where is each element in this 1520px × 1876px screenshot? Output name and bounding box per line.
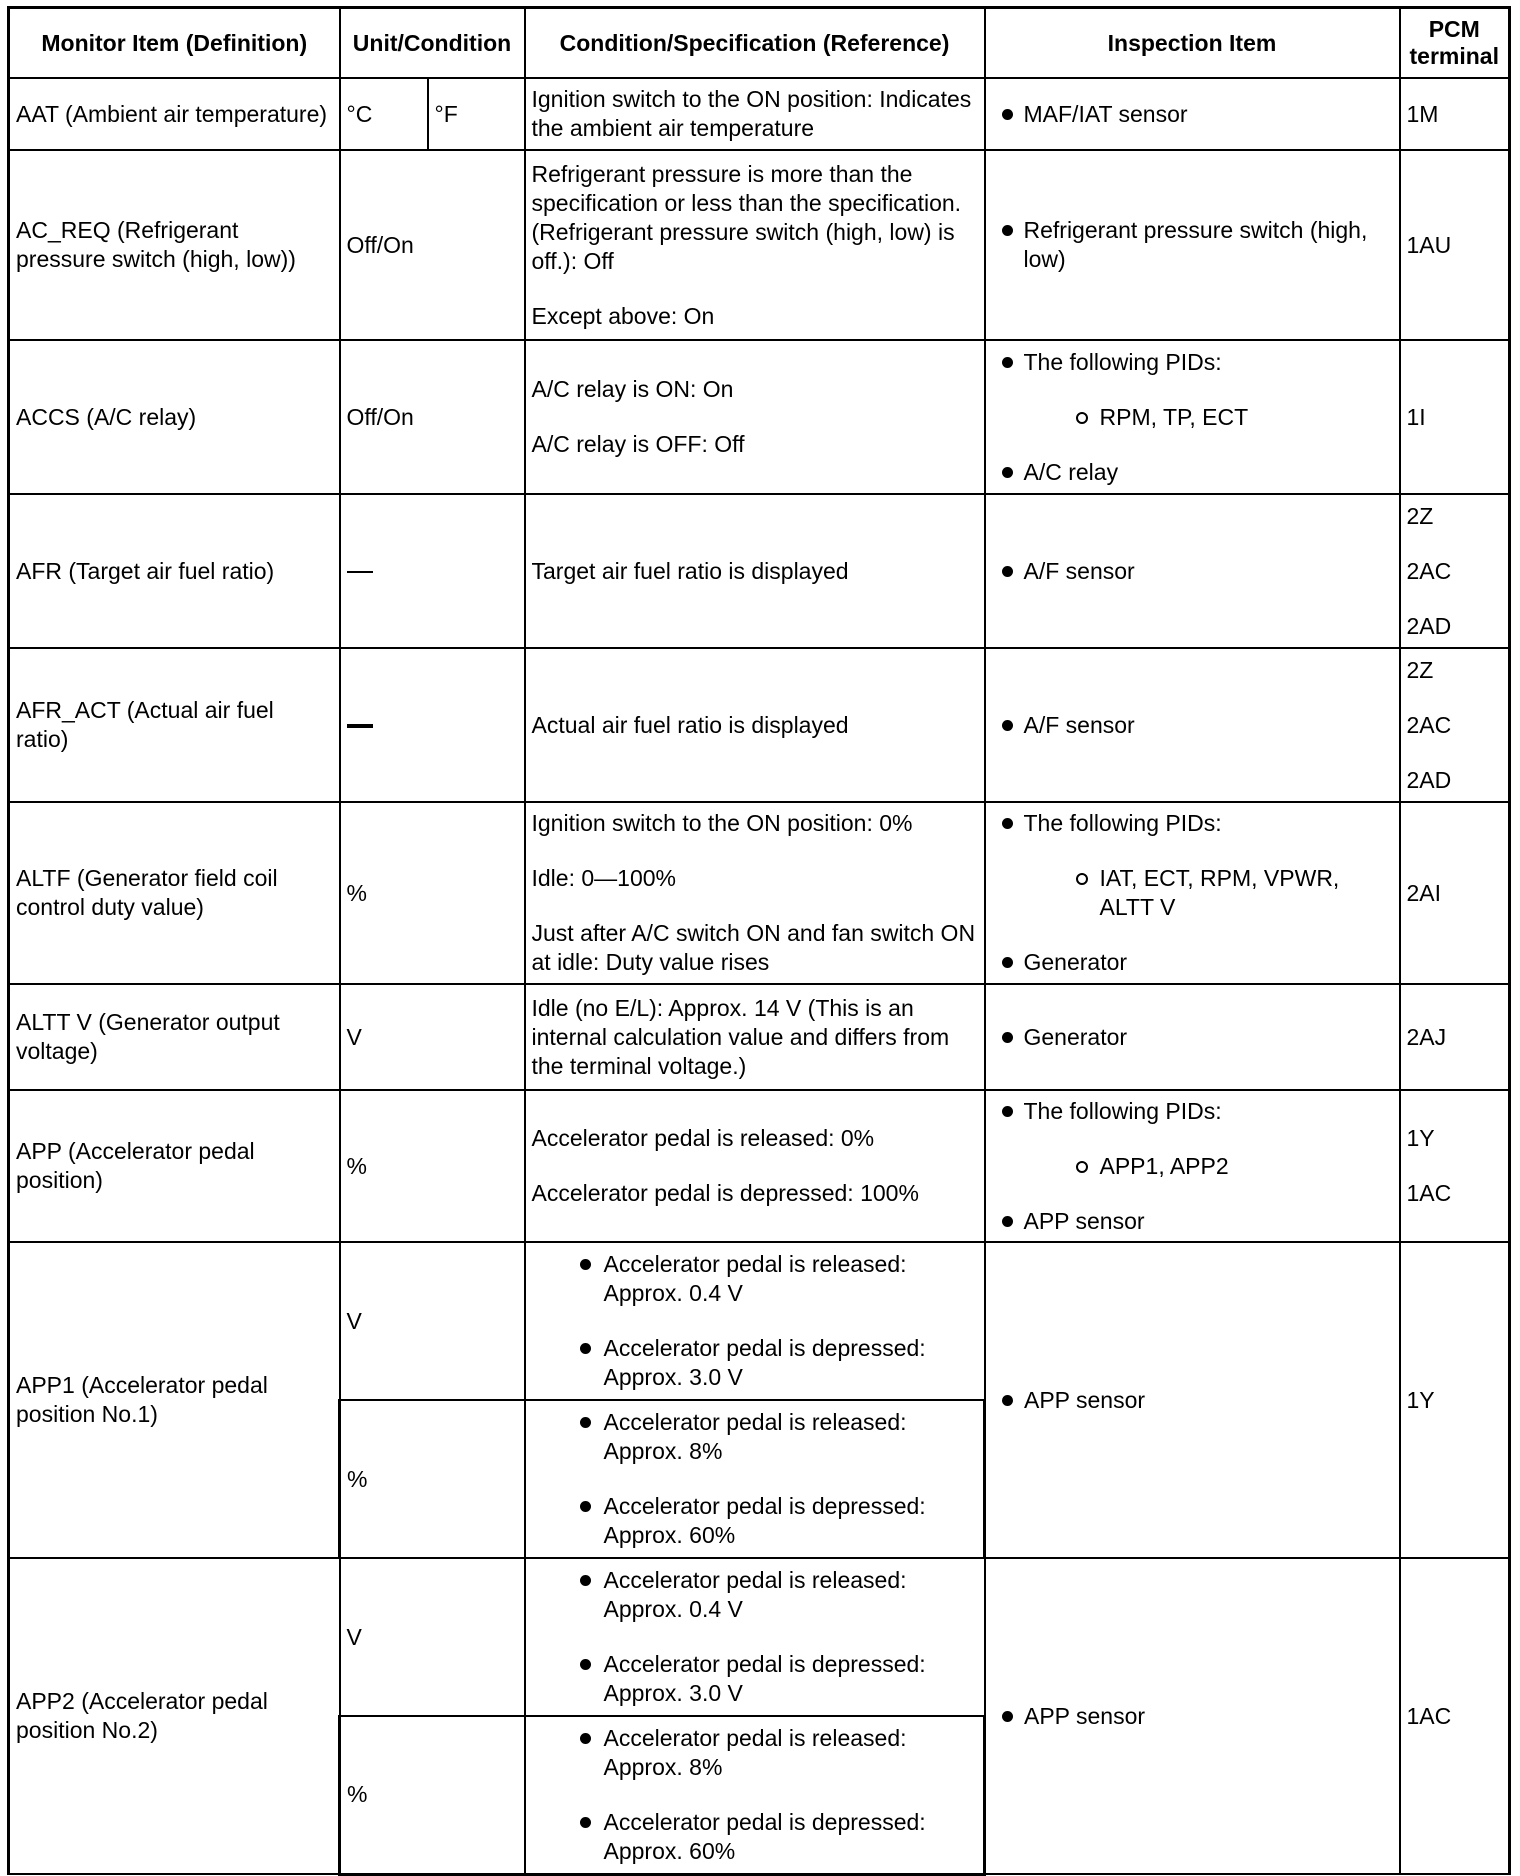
inspection-sub-bullet: APP1, APP2 [992,1152,1393,1181]
inspection-bullet: A/F sensor [992,557,1393,586]
unit-cell: % [340,1400,525,1558]
header-monitor-item: Monitor Item (Definition) [9,8,340,79]
header-condition-specification: Condition/Specification (Reference) [525,8,985,79]
condition-cell [525,802,985,984]
document-page [7,6,1508,1876]
inspection-cell [985,984,1400,1090]
inspection-bullet: APP sensor [992,1386,1393,1415]
monitor-item-cell: AAT (Ambient air temperature) [9,78,340,150]
pcm-terminal-cell: 1M [1400,78,1510,150]
monitor-item-cell: ALTT V (Generator output voltage) [9,984,340,1090]
condition-text: Accelerator pedal is depressed: 100% [531,1180,919,1206]
unit-cell: V [340,1242,525,1400]
condition-stack [532,1724,978,1866]
monitor-item-cell: ACCS (A/C relay) [9,340,340,494]
header-inspection-item: Inspection Item [985,8,1400,79]
pcm-terminal-cell [1400,1090,1510,1242]
inspection-cell [985,494,1400,648]
condition-stack [532,1124,978,1208]
condition-text: Just after A/C switch ON and fan switch ON at idle: Duty value rises [531,920,976,975]
condition-bullet: Accelerator pedal is released: Approx. 8% [572,1724,978,1782]
table-row-ac-req [9,150,1510,340]
pcm-terminal: 1AC [1406,1180,1452,1206]
condition-cell: Ignition switch to the ON position: Indicates the ambient air temperature [525,78,985,150]
pcm-stack [1407,1124,1503,1208]
monitor-item-cell: APP (Accelerator pedal position) [9,1090,340,1242]
pcm-terminal-cell: 1AU [1400,150,1510,340]
condition-stack [532,809,978,977]
condition-cell: Target air fuel ratio is displayed [525,494,985,648]
inspection-cell [985,78,1400,150]
table-row-app [9,1090,1510,1242]
pcm-terminal-cell: 1I [1400,340,1510,494]
pcm-stack [1407,656,1503,795]
inspection-cell [985,340,1400,494]
unit-cell: Off/On [340,340,525,494]
inspection-bullet: The following PIDs: [992,809,1393,838]
inspection-bullet: APP sensor [992,1702,1393,1731]
monitor-item-cell: ALTF (Generator field coil control duty value) [9,802,340,984]
inspection-stack [992,1097,1393,1236]
header-pcm-line1: PCM [1428,16,1480,42]
pcm-terminal-cell: 1Y [1400,1242,1510,1558]
monitor-item-cell: AFR (Target air fuel ratio) [9,494,340,648]
inspection-cell [985,648,1400,802]
header-pcm-line2: terminal [1409,43,1499,69]
inspection-bullet: APP sensor [992,1207,1393,1236]
inspection-sub-bullet: RPM, TP, ECT [992,403,1393,432]
unit-cell: % [340,802,525,984]
condition-cell [525,1090,985,1242]
unit-cell [340,494,525,648]
pcm-terminal: 2AD [1406,612,1452,639]
condition-cell [525,1400,985,1558]
condition-cell [525,150,985,340]
inspection-cell [985,1242,1400,1558]
pcm-stack [1407,502,1503,641]
inspection-bullet: A/F sensor [992,711,1393,740]
condition-stack [532,1408,978,1550]
unit-cell: Off/On [340,150,525,340]
pcm-terminal-cell [1400,494,1510,648]
inspection-bullet: The following PIDs: [992,348,1393,377]
header-unit-condition: Unit/Condition [340,8,525,79]
unit-cell [340,648,525,802]
condition-stack [532,1250,978,1392]
condition-cell: Actual air fuel ratio is displayed [525,648,985,802]
condition-bullet: Accelerator pedal is released: Approx. 8% [572,1408,978,1466]
condition-bullet: Accelerator pedal is depressed: Approx. 60% [572,1492,978,1550]
inspection-bullet: Generator [992,1023,1393,1052]
condition-cell [525,340,985,494]
table-row-aat [9,78,1510,150]
condition-text: Refrigerant pressure is more than the specification or less than the specification. (Refrigerant pressure switch (high, low) is off.): Off [531,160,962,274]
inspection-stack [992,809,1393,977]
pcm-terminal: 2Z [1406,656,1434,683]
condition-text: A/C relay is OFF: Off [531,431,745,457]
inspection-stack [992,348,1393,487]
pcm-terminal: 2Z [1406,502,1434,529]
condition-bullet: Accelerator pedal is released: Approx. 0.4 V [572,1566,978,1624]
monitor-item-cell: AFR_ACT (Actual air fuel ratio) [9,648,340,802]
condition-stack [532,160,978,331]
em-dash-mark [347,724,373,728]
inspection-bullet: The following PIDs: [992,1097,1393,1126]
em-dash-mark [347,571,373,573]
unit-cell: V [340,984,525,1090]
unit-cell: % [340,1716,525,1874]
condition-text: Ignition switch to the ON position: 0% [531,810,913,836]
inspection-cell [985,1090,1400,1242]
header-row [9,8,1510,79]
unit-celsius-cell: °C [340,78,428,150]
condition-text: Idle: 0—100% [531,865,676,891]
inspection-sub-bullet: IAT, ECT, RPM, VPWR, ALTT V [992,864,1393,922]
condition-text: Accelerator pedal is released: 0% [531,1125,875,1151]
inspection-bullet: A/C relay [992,458,1393,487]
condition-stack [532,375,978,459]
condition-bullet: Accelerator pedal is depressed: Approx. 3.0 V [572,1650,978,1708]
header-pcm-terminal [1400,8,1510,79]
table-row-app1-v [9,1242,1510,1400]
condition-bullet: Accelerator pedal is depressed: Approx. 60% [572,1808,978,1866]
table-row-app2-v [9,1558,1510,1716]
monitor-item-cell: AC_REQ (Refrigerant pressure switch (high, low)) [9,150,340,340]
condition-text: Except above: On [531,302,715,329]
unit-cell: V [340,1558,525,1716]
unit-fahrenheit-cell: °F [428,78,525,150]
pcm-terminal: 1Y [1406,1125,1435,1151]
condition-stack [532,1566,978,1708]
inspection-cell [985,150,1400,340]
table-row-accs [9,340,1510,494]
condition-cell [525,1716,985,1874]
inspection-bullet: Generator [992,948,1393,977]
inspection-bullet: MAF/IAT sensor [992,100,1393,129]
inspection-bullet: Refrigerant pressure switch (high, low) [992,216,1393,274]
unit-cell: % [340,1090,525,1242]
pcm-terminal-cell: 2AI [1400,802,1510,984]
pcm-terminal-cell [1400,648,1510,802]
condition-text: A/C relay is ON: On [531,376,734,402]
monitor-item-cell: APP2 (Accelerator pedal position No.2) [9,1558,340,1874]
condition-cell: Idle (no E/L): Approx. 14 V (This is an internal calculation value and differs from the terminal voltage.) [525,984,985,1090]
monitor-item-table [7,6,1511,1876]
condition-bullet: Accelerator pedal is depressed: Approx. 3.0 V [572,1334,978,1392]
pcm-terminal-cell: 2AJ [1400,984,1510,1090]
table-row-altt-v [9,984,1510,1090]
table-row-afr-act [9,648,1510,802]
pcm-terminal-cell: 1AC [1400,1558,1510,1874]
condition-cell [525,1558,985,1716]
inspection-cell [985,802,1400,984]
monitor-item-cell: APP1 (Accelerator pedal position No.1) [9,1242,340,1558]
condition-bullet: Accelerator pedal is released: Approx. 0.4 V [572,1250,978,1308]
condition-cell [525,1242,985,1400]
table-row-altf [9,802,1510,984]
pcm-terminal: 2AC [1406,711,1452,738]
table-row-afr [9,494,1510,648]
inspection-cell [985,1558,1400,1874]
pcm-terminal: 2AC [1406,557,1452,584]
pcm-terminal: 2AD [1406,766,1452,793]
